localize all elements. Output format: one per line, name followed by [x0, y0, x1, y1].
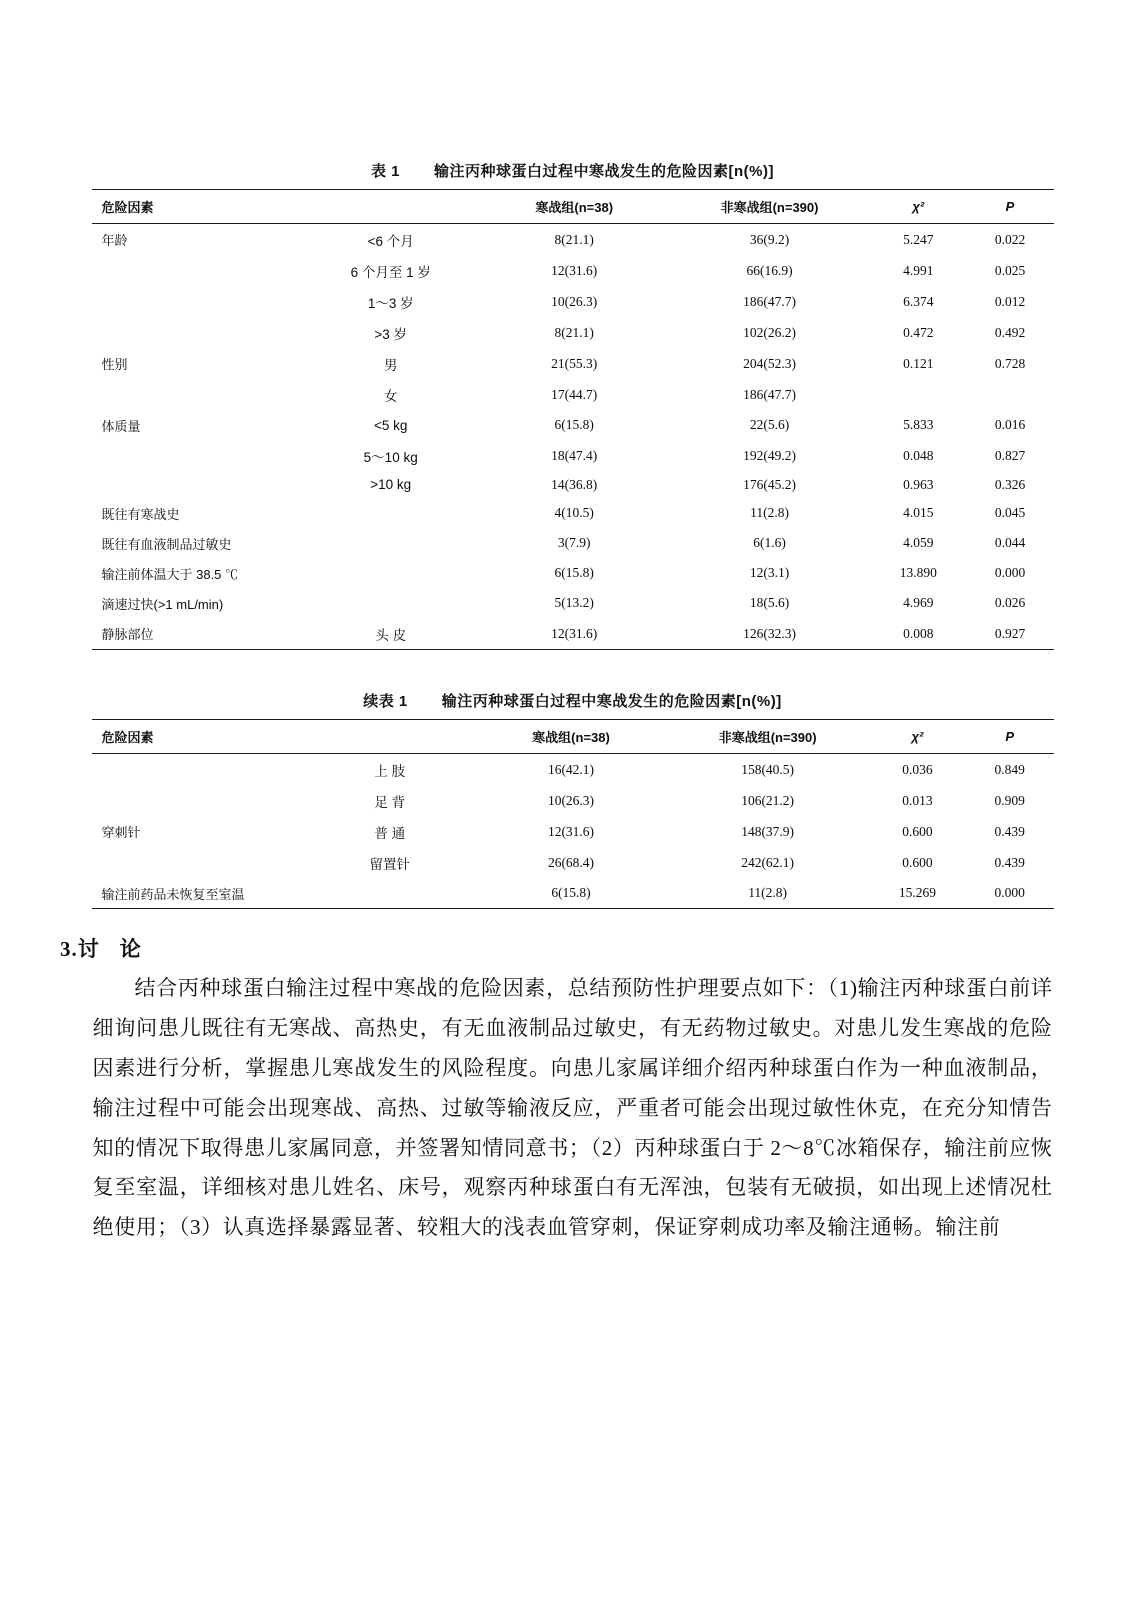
- table-2-caption: [92, 690, 1054, 711]
- table-cell-control: 36(9.2): [749, 231, 790, 247]
- table-cell-factor: 既往有寒战史: [101, 506, 180, 522]
- table-cell-case: 4(10.5): [554, 505, 594, 520]
- table-cell-case: 6(15.8): [476, 878, 667, 909]
- table-cell-case: 18(47.4): [551, 447, 598, 463]
- table-cell-control: 11(2.8): [750, 505, 789, 520]
- table-cell-chi: 0.008: [870, 618, 966, 650]
- table-cell-p: 0.000: [994, 565, 1026, 580]
- table-cell-chi: 4.969: [903, 595, 934, 610]
- table-cell-factor: 年龄: [101, 233, 128, 248]
- table-row: [92, 847, 1054, 878]
- table-cell-p: 0.326: [994, 476, 1026, 492]
- table-cell-factor: [92, 754, 304, 786]
- table-cell-chi: 0.472: [903, 324, 934, 340]
- table-cell-p: 0.849: [994, 761, 1025, 777]
- table-row: [92, 440, 1054, 471]
- table-cell-factor: 滴速过快(>1 mL/min): [101, 596, 224, 612]
- table-2-header-p: P: [966, 720, 1054, 754]
- table-cell-factor: [92, 255, 302, 286]
- table-2: [92, 719, 1054, 909]
- table-cell-factor: 静脉部位: [92, 618, 302, 650]
- table-cell-chi: 4.991: [903, 262, 934, 278]
- table-2-header-factor: 危险因素: [92, 720, 304, 754]
- table-cell-level: 头 皮: [302, 618, 480, 650]
- table-1-header-chi: χ²: [870, 190, 966, 224]
- table-cell-factor: [92, 440, 302, 471]
- table-cell-chi: [870, 379, 966, 410]
- table-row: [92, 255, 1054, 286]
- table-cell-chi: 6.374: [903, 293, 934, 309]
- table-cell-control: 102(26.2): [743, 324, 796, 340]
- table-cell-control: 126(32.3): [669, 618, 870, 650]
- table-row: [92, 558, 1054, 588]
- table-cell-control: 148(37.9): [741, 823, 795, 839]
- table-cell-factor: 输注前药品未恢复至室温: [92, 878, 304, 909]
- table-cell-p: 0.927: [967, 618, 1054, 650]
- table-cell-level: [302, 528, 480, 558]
- table-cell-case: 14(36.8): [551, 476, 598, 492]
- table-1-header-case: 寒战组(n=38): [480, 190, 669, 224]
- table-cell-control: 11(2.8): [666, 878, 869, 909]
- table-cell-chi: 15.269: [869, 878, 966, 909]
- table-1-header-factor: 危险因素: [92, 190, 302, 224]
- table-cell-p: 0.827: [994, 447, 1026, 463]
- table-cell-chi: 0.036: [902, 761, 933, 777]
- table-1-caption-text: 输注丙种球蛋白过程中寒战发生的危险因素[n(%)]: [434, 163, 774, 180]
- table-cell-p: 0.000: [966, 878, 1054, 909]
- table-cell-chi: 0.600: [902, 823, 933, 839]
- table-1-block: [92, 0, 1054, 650]
- table-1: [92, 189, 1054, 650]
- table-1-body: [92, 224, 1054, 650]
- table-cell-chi: 0.048: [903, 447, 934, 463]
- table-cell-level: 留置针: [369, 856, 410, 872]
- table-row: [92, 286, 1054, 317]
- table-cell-level: 5～10 kg: [363, 449, 418, 465]
- table-cell-level: [302, 558, 480, 588]
- table-cell-p: 0.012: [994, 293, 1026, 309]
- table-cell-case: 6(15.8): [554, 417, 594, 432]
- table-cell-control: 22(5.6): [749, 417, 790, 432]
- table-cell-case: 3(7.9): [557, 535, 591, 550]
- table-cell-case: 16(42.1): [547, 761, 595, 777]
- table-cell-p: 0.016: [994, 417, 1026, 432]
- table-cell-control: 66(16.9): [746, 262, 793, 278]
- table-cell-factor: [92, 317, 302, 348]
- table-row: [92, 410, 1054, 440]
- table-2-header-control: 非寒战组(n=390): [666, 720, 869, 754]
- table-cell-control: 204(52.3): [743, 355, 796, 371]
- table-cell-case: 21(55.3): [551, 355, 598, 371]
- table-1-header-level: [302, 190, 480, 224]
- table-cell-factor: 输注前体温大于 38.5 ℃: [101, 566, 239, 582]
- table-cell-level: [304, 878, 476, 909]
- table-cell-chi: 13.890: [899, 565, 937, 580]
- table-cell-p: 0.728: [994, 355, 1026, 371]
- table-cell-p: 0.439: [994, 823, 1025, 839]
- table-cell-p: 0.026: [994, 595, 1026, 610]
- table-cell-case: 8(21.1): [554, 231, 594, 247]
- table-cell-case: 17(44.7): [551, 386, 598, 402]
- table-row: [92, 379, 1054, 410]
- table-cell-control: 192(49.2): [743, 447, 796, 463]
- table-cell-control: 176(45.2): [743, 476, 796, 492]
- table-cell-case: 26(68.4): [547, 854, 595, 870]
- table-1-caption: [92, 160, 1054, 181]
- table-1-header-control: 非寒战组(n=390): [669, 190, 870, 224]
- table-2-header-case: 寒战组(n=38): [476, 720, 667, 754]
- table-cell-case: 6(15.8): [554, 565, 594, 580]
- table-2-body: [92, 754, 1054, 909]
- table-cell-factor: 既往有血液制品过敏史: [101, 536, 232, 552]
- table-cell-control: 186(47.7): [743, 293, 796, 309]
- table-cell-level: 男: [383, 357, 398, 373]
- table-cell-p: 0.492: [994, 324, 1026, 340]
- table-cell-control: 12(3.1): [749, 565, 790, 580]
- table-cell-factor: 性别: [101, 357, 128, 372]
- table-cell-chi: 0.121: [903, 355, 934, 371]
- discussion-heading: [60, 933, 1145, 963]
- discussion-paragraph: 结合丙种球蛋白输注过程中寒战的危险因素，总结预防性护理要点如下：（1)输注丙种球蛋白前详细询问患儿既往有无寒战、高热史，有无血液制品过敏史，有无药物过敏史。对患儿发生寒战的危险因素进行分析，掌握患儿寒战发生的风险程度。向患儿家属详细介绍丙种球蛋白作为一种血液制品，输注过程中可能会出现寒战、高热、过敏等输液反应，严重者可能会出现过敏性休克，在充分知情告知的情况下取得患儿家属同意，并签署知情同意书；（2）丙种球蛋白于 2～8℃冰箱保存，输注前应恢复至室温，详细核对患儿姓名、床号，观察丙种球蛋白有无浑浊，包装有无破损，如出现上述情况杜绝使用；（3）认真选择暴露显著、较粗大的浅表血管穿刺，保证穿刺成功率及输注通畅。输注前: [92, 976, 1053, 1240]
- table-cell-p: 0.044: [994, 535, 1026, 550]
- table-cell-factor: 穿刺针: [101, 825, 141, 840]
- discussion-heading-number: 3.: [60, 937, 78, 961]
- table-cell-case: 8(21.1): [554, 324, 594, 340]
- table-row: [92, 317, 1054, 348]
- table-cell-level: 1～3 岁: [367, 295, 414, 311]
- table-cell-case: 10(26.3): [551, 293, 598, 309]
- table-cell-level: <5 kg: [374, 417, 408, 433]
- table-cell-factor: [92, 785, 304, 816]
- table-cell-level: [302, 588, 480, 618]
- discussion-heading-word: 讨: [77, 937, 100, 961]
- table-cell-level: [302, 498, 480, 528]
- table-cell-level: 女: [383, 388, 398, 404]
- table-cell-control: 18(5.6): [749, 595, 790, 610]
- table-cell-level: >10 kg: [370, 477, 412, 492]
- table-cell-case: 12(31.6): [551, 262, 598, 278]
- table-row: [92, 754, 1054, 786]
- table-row: [92, 348, 1054, 379]
- table-row: [92, 588, 1054, 618]
- table-cell-control: 6(1.6): [753, 535, 786, 550]
- table-row: [92, 618, 1054, 650]
- table-row: [92, 878, 1054, 909]
- table-row: [92, 498, 1054, 528]
- table-cell-factor: [92, 379, 302, 410]
- table-cell-level: <6 个月: [367, 233, 414, 249]
- table-1-caption-number: 表 1: [371, 163, 401, 180]
- table-cell-chi: 4.015: [903, 505, 934, 520]
- table-2-block: [92, 650, 1054, 909]
- table-row: [92, 224, 1054, 256]
- table-cell-case: 5(13.2): [554, 595, 594, 610]
- table-2-caption-number: 续表 1: [363, 693, 408, 710]
- table-row: [92, 785, 1054, 816]
- table-row: [92, 471, 1054, 498]
- table-cell-p: 0.909: [994, 792, 1025, 808]
- table-2-head: [92, 720, 1054, 754]
- table-cell-chi: 4.059: [903, 535, 934, 550]
- table-cell-factor: [92, 847, 304, 878]
- table-cell-level: 普 通: [374, 825, 406, 841]
- table-cell-p: [967, 379, 1054, 410]
- table-cell-case: 12(31.6): [480, 618, 669, 650]
- table-row: [92, 816, 1054, 847]
- table-cell-level: 上 肢: [374, 763, 406, 779]
- table-1-head: [92, 190, 1054, 224]
- table-2-header-row: [92, 720, 1054, 754]
- table-row: [92, 528, 1054, 558]
- table-cell-chi: 0.600: [902, 854, 933, 870]
- table-2-caption-text: 输注丙种球蛋白过程中寒战发生的危险因素[n(%)]: [441, 693, 782, 710]
- table-cell-p: 0.025: [994, 262, 1026, 278]
- table-cell-factor: [92, 471, 302, 498]
- table-cell-chi: 5.833: [903, 417, 934, 432]
- table-cell-level: 6 个月至 1 岁: [350, 264, 431, 280]
- table-2-header-chi: χ²: [869, 720, 966, 754]
- table-1-header-p: P: [967, 190, 1054, 224]
- table-cell-factor: 体质量: [101, 418, 141, 434]
- table-cell-level: 足 背: [374, 794, 406, 810]
- table-cell-case: 12(31.6): [547, 823, 595, 839]
- table-cell-p: 0.439: [994, 854, 1025, 870]
- table-cell-level: >3 岁: [374, 326, 408, 342]
- table-1-header-row: [92, 190, 1054, 224]
- table-cell-chi: 0.013: [902, 792, 933, 808]
- table-cell-control: 106(21.2): [741, 792, 795, 808]
- table-cell-chi: 5.247: [903, 231, 934, 247]
- table-cell-p: 0.045: [994, 505, 1026, 520]
- table-2-header-level: [304, 720, 476, 754]
- discussion-heading-word2: 论: [119, 937, 142, 961]
- table-cell-case: 10(26.3): [547, 792, 595, 808]
- table-cell-factor: [92, 286, 302, 317]
- table-cell-chi: 0.963: [903, 476, 934, 492]
- table-cell-p: 0.022: [994, 231, 1026, 247]
- table-cell-control: 158(40.5): [741, 761, 795, 777]
- table-cell-control: 186(47.7): [743, 386, 796, 402]
- table-cell-control: 242(62.1): [741, 854, 795, 870]
